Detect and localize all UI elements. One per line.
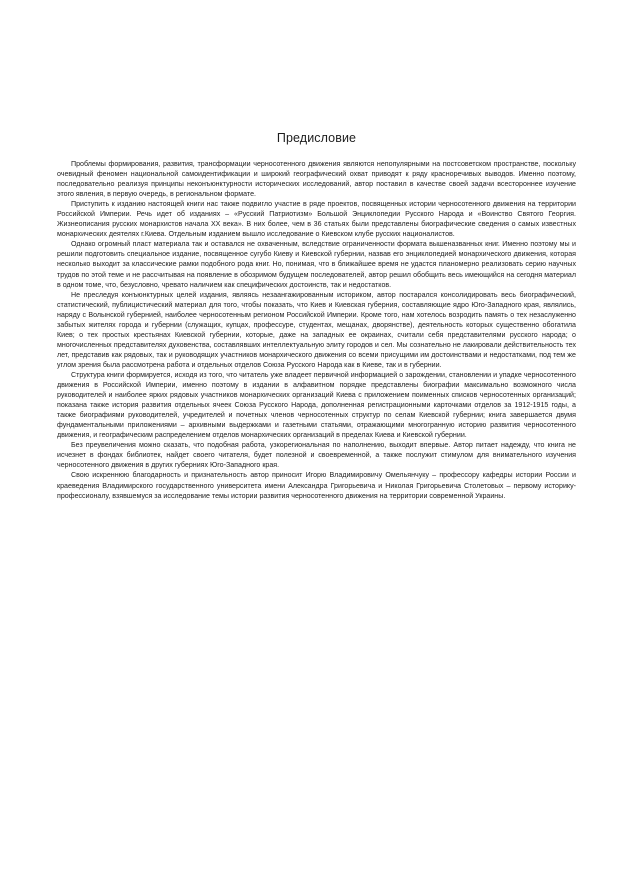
- paragraph: Без преувеличения можно сказать, что подобная работа, узкорегиональная по наполнению, выходит впервые. Автор питает надежду, что книга не исчезнет в фондах библиотек, найдет своего читателя, будет полезной и своевременной, а также послужит стимулом для внимательного изучения черносотенного движения в других губерниях Юго-Западного края.: [57, 441, 576, 470]
- paragraph: Однако огромный пласт материала так и оставался не охваченным, вследствие ограниченности формата вышеназванных книг. Именно поэтому мы и решили подготовить специальное издание, посвященное сугубо Киеву и Киевской губернии, назвав его энциклопедией монархического движения, которая несколько выходит за классические рамки подобного рода книг. Но, понимая, что в ближайшее время не удастся планомерно реализовать серию научных трудов по этой теме и не рассчитывая на появление в обозримом будущем последователей, автор решил обобщить весь имеющийся на сегодня материал в одном томе, что, безусловно, чревато наличием как специфических достоинств, так и недостатков.: [57, 240, 576, 289]
- paragraph: Свою искреннюю благодарность и признательность автор приносит Игорю Владимировичу Омельянчуку – профессору кафедры истории России и краеведения Владимирского государственного университета имени Александра Григорьевича и Николая Григорьевича Столетовых – первому историку-профессионалу, взявшемуся за исследование темы истории развития черносотенного движения на территории современной Украины.: [57, 471, 576, 500]
- paragraph: Проблемы формирования, развития, трансформации черносотенного движения являются непопулярными на постсоветском пространстве, поскольку очевидный феномен национальной самоидентификации и широкий географический охват приводят к ряду красноречивых выводов. Именно поэтому, последовательно реализуя принципы неконъюнктурности исторических исследований, автор поставил в качестве своей задачи всестороннее изучение этого явления, в первую очередь, в региональном формате.: [57, 160, 576, 199]
- preface-body: [57, 159, 576, 501]
- page-title: Предисловие: [276, 131, 357, 145]
- paragraph: Не преследуя конъюнктурных целей издания, являясь незаангажированным историком, автор постарался консолидировать весь биографический, статистический, публицистический материал для того, чтобы показать, что Киев и Киевская губерния, составляющие ядро Юго-Западного края, являлись, наряду с Волынской губернией, наиболее черносотенным регионом Российской Империи. Кроме того, нам хотелось возродить память о тех незаслуженно забытых жителях города и губернии (служащих, купцах, профессуре, студентах, мещанах, дворянстве), деятельность которых существенно обогатила Киев; о тех простых крестьянах Киевской губернии, которые, даже на западных ее окраинах, считали себя представителями русского народа; о многочисленных представителях духовенства, составлявших интеллектуальную элиту городов и сел. Мы сознательно не лакировали действительность тех лет, представив как рядовых, так и руководящих участников монархического движения со всеми присущими им достоинствами и недостатками, под тем же углом зрения была рассмотрена работа и отдельных отделов Союза Русского Народа как в Киеве, так и в губернии.: [57, 290, 576, 369]
- paragraph: Структура книги формируется, исходя из того, что читатель уже владеет первичной информацией о зарождении, становлении и упадке черносотенного движения в Российской Империи, именно поэтому в издании в алфавитном порядке представлены биографии максимально возможного числа руководителей и наиболее ярких рядовых участников монархических организаций Киева с приложением поименных списков черносотенных организаций; показана также история развития отдельных ячеек Союза Русского Народа, дополненная регистрационными карточками отделов за 1912-1915 годы, а также биографиями руководителей, учредителей и почетных членов черносотенных структур по селам Киевской губернии; книга завершается двумя фундаментальными приложениями – архивными выдержками и газетными статьями, отражающими многогранную историю развития черносотенного движения, и географическим распределением отделов монархических организаций в пределах Киева и Киевской губернии.: [57, 370, 576, 440]
- paragraph: Приступить к изданию настоящей книги нас также подвигло участие в ряде проектов, посвященных истории черносотенного движения на территории Российской Империи. Речь идет об изданиях – «Русский Патриотизм» Большой Энциклопедии Русского Народа и «Воинство Святого Георгия. Жизнеописания русских монархистов начала ХХ века». В них более, чем в 36 статьях были представлены биографические сведения о самых известных монархических деятелях г.Киева. Отдельным изданием вышло исследование о Киевском клубе русских националистов.: [57, 200, 576, 239]
